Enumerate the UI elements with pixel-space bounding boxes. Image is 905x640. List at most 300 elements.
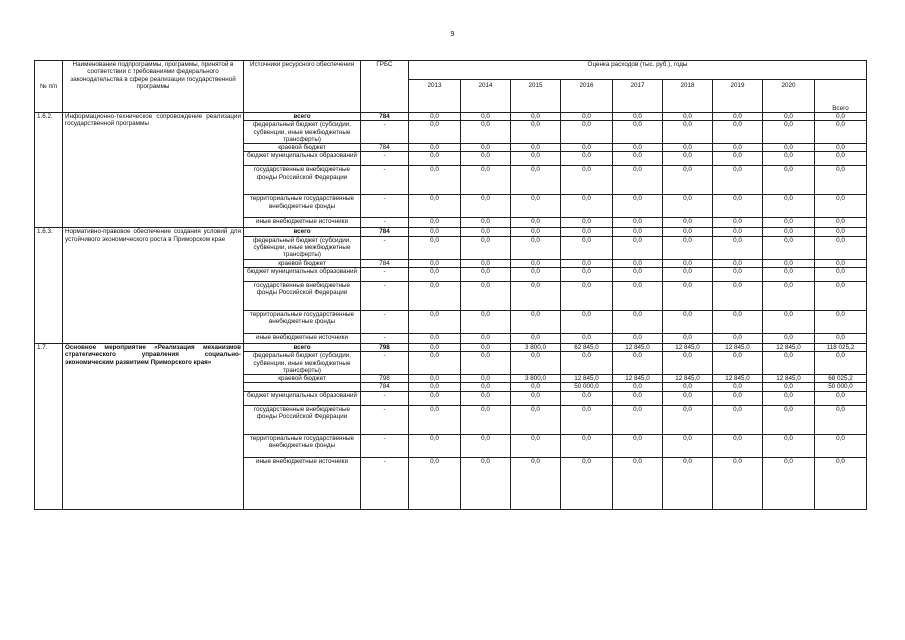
grbs-cell: 784 [361,259,409,267]
table-row [35,333,867,343]
grbs-cell: - [361,352,409,375]
value-cell: 0,0 [561,228,613,236]
grbs-cell: 784 [361,383,409,391]
grbs-cell: - [361,218,409,228]
table-row [35,391,867,405]
value-cell: 0,0 [561,195,613,218]
row-name: Нормативно-правовое обеспечение создания условий для устойчивого экономического роста в Приморском крае [63,228,244,236]
value-cell: 0,0 [713,333,763,343]
value-cell: 0,0 [613,281,663,310]
value-cell: 0,0 [613,228,663,236]
value-cell: 0,0 [613,166,663,195]
value-cell: 0,0 [409,434,461,457]
row-name [63,457,244,509]
value-cell: 0,0 [663,310,713,333]
header-year: 2016 [561,80,613,113]
source-cell: государственные внебюджетные фонды Российской Федерации [244,281,361,310]
header-year: 2018 [663,80,713,113]
row-name [63,218,244,228]
value-cell: 0,0 [613,352,663,375]
value-cell: 12 845,0 [763,375,815,383]
value-cell: 0,0 [663,113,713,121]
value-cell: 0,0 [815,434,867,457]
table-row [35,434,867,457]
value-cell: 0,0 [713,405,763,434]
value-cell: 0,0 [511,113,561,121]
value-cell: 0,0 [561,259,613,267]
value-cell: 0,0 [409,113,461,121]
value-cell: 0,0 [561,121,613,144]
row-number [35,375,63,383]
source-cell: федеральный бюджет (субсидии, субвенции, иные межбюджетные трансферты) [244,236,361,259]
value-cell: 0,0 [763,166,815,195]
source-cell: краевой бюджет [244,144,361,152]
value-cell: 0,0 [815,236,867,259]
value-cell: 0,0 [561,281,613,310]
value-cell: 0,0 [409,281,461,310]
source-cell: всего [244,113,361,121]
value-cell: 68 025,2 [815,375,867,383]
value-cell: 0,0 [815,310,867,333]
value-cell: 0,0 [763,383,815,391]
value-cell: 0,0 [763,195,815,218]
value-cell: 0,0 [815,259,867,267]
value-cell: 0,0 [763,152,815,166]
value-cell: 0,0 [613,383,663,391]
value-cell: 62 845,0 [561,343,613,351]
value-cell: 0,0 [763,259,815,267]
value-cell: 0,0 [461,121,511,144]
value-cell: 0,0 [613,113,663,121]
value-cell: 0,0 [815,144,867,152]
row-number [35,391,63,405]
row-number [35,383,63,391]
row-number [35,121,63,144]
value-cell: 0,0 [663,259,713,267]
value-cell: 0,0 [613,457,663,509]
row-number: 1.6.2. [35,113,63,121]
row-number [35,457,63,509]
grbs-cell: - [361,152,409,166]
value-cell: 118 025,2 [815,343,867,351]
value-cell: 0,0 [815,228,867,236]
row-name [63,195,244,218]
value-cell: 0,0 [613,218,663,228]
header-year: 2020 [763,80,815,113]
value-cell: 0,0 [461,267,511,281]
value-cell: 0,0 [663,228,713,236]
table-row [35,267,867,281]
value-cell: 0,0 [561,352,613,375]
value-cell: 0,0 [663,333,713,343]
value-cell: 0,0 [763,121,815,144]
value-cell: 0,0 [663,457,713,509]
row-name [63,281,244,310]
source-cell [244,383,361,391]
value-cell: 0,0 [511,218,561,228]
grbs-cell: - [361,333,409,343]
value-cell: 0,0 [815,152,867,166]
value-cell: 0,0 [815,405,867,434]
value-cell: 0,0 [561,434,613,457]
value-cell: 0,0 [763,434,815,457]
value-cell: 0,0 [663,166,713,195]
value-cell: 0,0 [815,218,867,228]
value-cell: 0,0 [511,310,561,333]
value-cell: 0,0 [461,352,511,375]
row-number: 1.6.3. [35,228,63,236]
value-cell: 0,0 [461,383,511,391]
value-cell: 0,0 [511,281,561,310]
grbs-cell: 798 [361,375,409,383]
grbs-cell: - [361,121,409,144]
table-row [35,343,867,351]
grbs-cell: 784 [361,113,409,121]
row-name [63,267,244,281]
value-cell: 0,0 [713,166,763,195]
value-cell: 0,0 [409,144,461,152]
value-cell: 0,0 [613,391,663,405]
value-cell: 12 845,0 [561,375,613,383]
row-name [63,144,244,152]
value-cell: 0,0 [409,218,461,228]
source-cell: бюджет муниципальных образований [244,267,361,281]
header-num: № п/п [35,61,63,113]
source-cell: территориальные государственные внебюджетные фонды [244,195,361,218]
value-cell: 12 845,0 [613,375,663,383]
header-year: Всего [815,80,867,113]
value-cell: 0,0 [713,259,763,267]
table-row [35,218,867,228]
value-cell: 0,0 [713,310,763,333]
value-cell: 0,0 [561,391,613,405]
value-cell: 0,0 [461,434,511,457]
grbs-cell: - [361,267,409,281]
value-cell: 0,0 [561,218,613,228]
value-cell: 0,0 [461,343,511,351]
value-cell: 0,0 [461,152,511,166]
row-number [35,310,63,333]
value-cell: 0,0 [561,166,613,195]
value-cell: 0,0 [511,144,561,152]
source-cell: краевой бюджет [244,259,361,267]
value-cell: 0,0 [409,405,461,434]
header-year: 2017 [613,80,663,113]
value-cell: 0,0 [613,434,663,457]
value-cell: 0,0 [663,218,713,228]
value-cell: 0,0 [461,113,511,121]
value-cell: 0,0 [613,310,663,333]
table-row [35,144,867,152]
value-cell: 0,0 [461,310,511,333]
value-cell: 0,0 [511,195,561,218]
row-number: 1.7. [35,343,63,351]
value-cell: 0,0 [409,195,461,218]
value-cell: 0,0 [713,195,763,218]
value-cell: 0,0 [461,391,511,405]
value-cell: 3 800,0 [511,375,561,383]
header-source: Источники ресурсного обеспечения [244,61,361,113]
row-name: Основное мероприятие «Реализация механизмов стратегического управления социально-экономическим развитием Приморского края» [63,343,244,351]
value-cell: 0,0 [461,259,511,267]
source-cell: федеральный бюджет (субсидии, субвенции, иные межбюджетные трансферты) [244,352,361,375]
value-cell: 0,0 [763,236,815,259]
table-row [35,121,867,144]
table-row [35,228,867,236]
value-cell: 0,0 [713,391,763,405]
value-cell: 0,0 [561,310,613,333]
source-cell: государственные внебюджетные фонды Российской Федерации [244,405,361,434]
value-cell: 0,0 [713,383,763,391]
value-cell: 0,0 [511,405,561,434]
value-cell: 0,0 [561,144,613,152]
value-cell: 0,0 [815,121,867,144]
table-row [35,310,867,333]
source-cell: государственные внебюджетные фонды Российской Федерации [244,166,361,195]
table-row [35,405,867,434]
value-cell: 12 845,0 [663,375,713,383]
header-grbs: ГРБС [361,61,409,113]
value-cell: 0,0 [461,281,511,310]
value-cell: 0,0 [713,228,763,236]
value-cell: 12 845,0 [713,343,763,351]
table-row [35,152,867,166]
grbs-cell: - [361,457,409,509]
row-number [35,281,63,310]
value-cell: 0,0 [663,121,713,144]
grbs-cell: - [361,281,409,310]
grbs-cell: - [361,405,409,434]
value-cell: 0,0 [713,267,763,281]
value-cell: 0,0 [663,267,713,281]
header-name: Наименование подпрограммы, программы, принятой в соответствии с требованиями федерального законодательства в сфере реализации государственной программы [63,61,244,113]
value-cell: 0,0 [663,281,713,310]
grbs-cell: 798 [361,343,409,351]
value-cell: 0,0 [763,391,815,405]
value-cell: 0,0 [511,333,561,343]
table-row [35,375,867,383]
value-cell: 0,0 [511,267,561,281]
value-cell: 0,0 [409,121,461,144]
grbs-cell: - [361,195,409,218]
row-number [35,166,63,195]
value-cell: 0,0 [409,152,461,166]
grbs-cell: 784 [361,228,409,236]
source-cell: федеральный бюджет (субсидии, субвенции, иные межбюджетные трансферты) [244,121,361,144]
value-cell: 0,0 [511,352,561,375]
grbs-cell: - [361,236,409,259]
value-cell: 0,0 [561,113,613,121]
row-name [63,310,244,333]
value-cell: 0,0 [461,195,511,218]
value-cell: 0,0 [511,166,561,195]
value-cell: 0,0 [409,267,461,281]
value-cell: 0,0 [713,352,763,375]
source-cell: территориальные государственные внебюджетные фонды [244,310,361,333]
source-cell: всего [244,343,361,351]
value-cell: 0,0 [409,375,461,383]
value-cell: 0,0 [663,352,713,375]
value-cell: 0,0 [613,144,663,152]
value-cell: 0,0 [763,113,815,121]
row-number [35,405,63,434]
row-name [63,383,244,391]
value-cell: 0,0 [461,166,511,195]
table-row [35,259,867,267]
value-cell: 0,0 [511,259,561,267]
row-name: Информационно-техническое сопровождение реализации государственной программы [63,113,244,121]
value-cell: 0,0 [511,236,561,259]
value-cell: 0,0 [461,236,511,259]
value-cell: 0,0 [763,267,815,281]
value-cell: 0,0 [663,144,713,152]
source-cell: бюджет муниципальных образований [244,152,361,166]
value-cell: 0,0 [663,405,713,434]
value-cell: 0,0 [713,113,763,121]
value-cell: 0,0 [409,310,461,333]
value-cell: 0,0 [561,457,613,509]
value-cell: 0,0 [511,457,561,509]
value-cell: 0,0 [409,259,461,267]
value-cell: 0,0 [763,333,815,343]
value-cell: 0,0 [409,343,461,351]
source-cell: всего [244,228,361,236]
value-cell: 0,0 [763,218,815,228]
table-row [35,113,867,121]
value-cell: 0,0 [511,391,561,405]
value-cell: 0,0 [461,333,511,343]
row-number [35,259,63,267]
value-cell: 0,0 [763,228,815,236]
value-cell: 0,0 [713,434,763,457]
row-name [63,166,244,195]
value-cell: 0,0 [713,457,763,509]
header-year: 2014 [461,80,511,113]
row-name [63,391,244,405]
value-cell: 0,0 [409,391,461,405]
value-cell: 0,0 [663,236,713,259]
value-cell: 0,0 [409,236,461,259]
value-cell: 0,0 [461,228,511,236]
value-cell: 12 845,0 [763,343,815,351]
page-number: 9 [450,31,455,38]
value-cell: 0,0 [613,333,663,343]
grbs-cell: - [361,391,409,405]
value-cell: 0,0 [409,166,461,195]
source-cell: иные внебюджетные источники [244,218,361,228]
grbs-cell: 784 [361,144,409,152]
header-year: 2019 [713,80,763,113]
value-cell: 0,0 [815,195,867,218]
grbs-cell: - [361,310,409,333]
value-cell: 0,0 [613,405,663,434]
source-cell: краевой бюджет [244,375,361,383]
value-cell: 0,0 [815,352,867,375]
table-row [35,281,867,310]
header-year: 2013 [409,80,461,113]
value-cell: 0,0 [713,121,763,144]
row-number [35,195,63,218]
value-cell: 0,0 [409,457,461,509]
source-cell: территориальные государственные внебюджетные фонды [244,434,361,457]
row-number [35,144,63,152]
table-row [35,195,867,218]
value-cell: 0,0 [511,434,561,457]
row-name [63,259,244,267]
value-cell: 0,0 [561,152,613,166]
value-cell: 0,0 [663,152,713,166]
value-cell: 0,0 [763,405,815,434]
value-cell: 12 845,0 [663,343,713,351]
row-name [63,333,244,343]
row-number [35,236,63,259]
grbs-cell: - [361,434,409,457]
expense-table [34,60,867,510]
value-cell: 0,0 [763,281,815,310]
row-number [35,218,63,228]
row-number [35,352,63,375]
value-cell: 0,0 [461,218,511,228]
value-cell: 0,0 [815,281,867,310]
value-cell: 0,0 [613,152,663,166]
value-cell: 0,0 [461,375,511,383]
value-cell: 0,0 [713,236,763,259]
source-cell: бюджет муниципальных образований [244,391,361,405]
table-row [35,166,867,195]
value-cell: 0,0 [815,113,867,121]
value-cell: 0,0 [613,121,663,144]
value-cell: 0,0 [713,218,763,228]
value-cell: 0,0 [409,383,461,391]
row-number [35,152,63,166]
value-cell: 0,0 [815,166,867,195]
row-number [35,267,63,281]
value-cell: 0,0 [763,352,815,375]
value-cell: 0,0 [409,352,461,375]
value-cell: 3 800,0 [511,343,561,351]
value-cell: 12 845,0 [713,375,763,383]
source-cell: иные внебюджетные источники [244,457,361,509]
row-name [63,405,244,434]
value-cell: 0,0 [713,152,763,166]
value-cell: 0,0 [763,457,815,509]
value-cell: 0,0 [561,405,613,434]
value-cell: 0,0 [663,391,713,405]
row-name [63,375,244,383]
table-row [35,383,867,391]
value-cell: 0,0 [613,267,663,281]
header-estimate: Оценка расходов (тыс. руб.), годы [409,61,867,80]
value-cell: 50 000,0 [815,383,867,391]
row-number [35,333,63,343]
value-cell: 0,0 [663,434,713,457]
value-cell: 0,0 [613,259,663,267]
row-number [35,434,63,457]
value-cell: 0,0 [613,236,663,259]
row-name [63,434,244,457]
value-cell: 0,0 [511,121,561,144]
value-cell: 0,0 [763,310,815,333]
grbs-cell: - [361,166,409,195]
source-cell: иные внебюджетные источники [244,333,361,343]
value-cell: 0,0 [815,267,867,281]
value-cell: 0,0 [613,195,663,218]
value-cell: 0,0 [511,152,561,166]
value-cell: 0,0 [409,228,461,236]
value-cell: 0,0 [663,383,713,391]
value-cell: 0,0 [561,236,613,259]
value-cell: 0,0 [561,267,613,281]
